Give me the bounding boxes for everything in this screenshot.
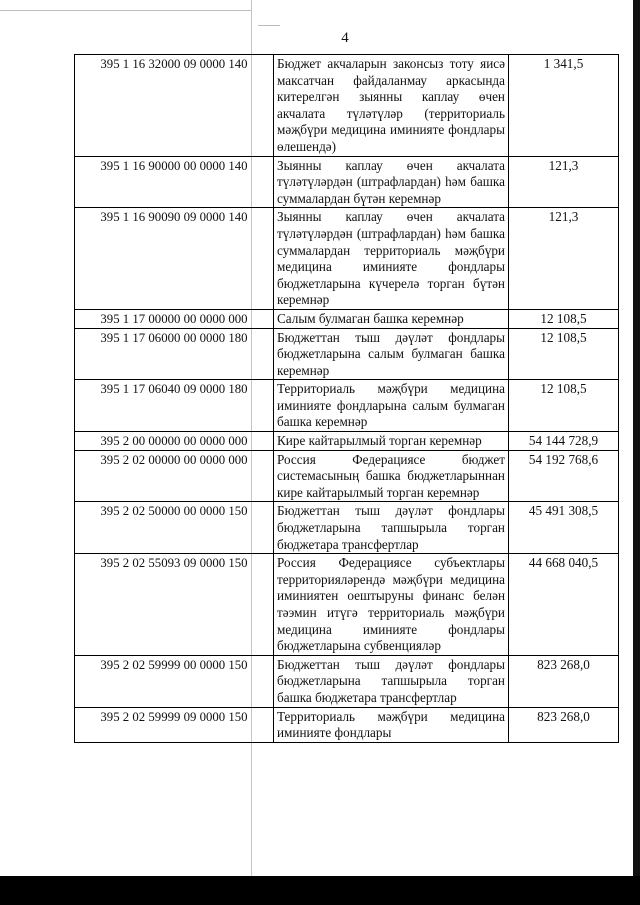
revenue-amount: 54 144 728,9 <box>509 432 619 451</box>
table-row <box>75 328 619 380</box>
revenue-code: 395 1 16 90090 09 0000 140 <box>75 208 274 310</box>
revenue-description: Россия Федерациясе бюджет системасының башка бюджетларыннан кире кайтарылмый торган керемнәр <box>274 450 509 502</box>
revenue-description: Бюджеттан тыш дәүләт фондлары бюджетларына салым булмаган башка керемнәр <box>274 328 509 380</box>
revenue-code: 395 2 02 55093 09 0000 150 <box>75 554 274 656</box>
revenue-code: 395 2 02 00000 00 0000 000 <box>75 450 274 502</box>
revenue-description: Территориаль мәҗбүри медицина иминияте фондларына салым булмаган башка керемнәр <box>274 380 509 432</box>
table-row <box>75 55 619 157</box>
revenue-description: Салым булмаган башка керемнәр <box>274 309 509 328</box>
table-row <box>75 502 619 554</box>
table-row <box>75 309 619 328</box>
revenue-code: 395 1 16 32000 09 0000 140 <box>75 55 274 157</box>
page-number: 4 <box>341 30 349 46</box>
revenue-description: Бюджеттан тыш дәүләт фондлары бюджетларына тапшырыла торган башка бюджетара трансфертлар <box>274 655 509 707</box>
revenue-description: Кире кайтарылмый торган керемнәр <box>274 432 509 451</box>
revenue-amount: 12 108,5 <box>509 380 619 432</box>
revenue-code: 395 2 00 00000 00 0000 000 <box>75 432 274 451</box>
revenue-code: 395 1 17 06000 00 0000 180 <box>75 328 274 380</box>
revenue-amount: 54 192 768,6 <box>509 450 619 502</box>
revenue-amount: 823 268,0 <box>509 707 619 742</box>
table-row <box>75 432 619 451</box>
revenue-description: Бюджет акчаларын законсыз тоту яисә максатчан файдаланмау аркасында китерелгән зыянны каплау өчен акчалата түләтүләр (территориаль мәҗбүри медицина иминияте фондлары өлешендә) <box>274 55 509 157</box>
revenue-amount: 121,3 <box>509 208 619 310</box>
revenue-code: 395 2 02 50000 00 0000 150 <box>75 502 274 554</box>
revenue-amount: 44 668 040,5 <box>509 554 619 656</box>
revenue-code: 395 1 17 00000 00 0000 000 <box>75 309 274 328</box>
revenue-amount: 45 491 308,5 <box>509 502 619 554</box>
scan-dark-edge-right <box>633 0 640 905</box>
budget-revenue-table <box>74 54 619 743</box>
revenue-amount: 121,3 <box>509 156 619 208</box>
revenue-code: 395 1 16 90000 00 0000 140 <box>75 156 274 208</box>
revenue-amount: 823 268,0 <box>509 655 619 707</box>
table-row <box>75 655 619 707</box>
revenue-amount: 12 108,5 <box>509 328 619 380</box>
revenue-description: Россия Федерациясе субъектлары территорияләрендә мәҗбүри медицина иминиятен оештыруны финанс белән тәэмин итүгә территориаль мәҗбүри медицина иминияте фондлары бюджетларына субвенцияләр <box>274 554 509 656</box>
table-row <box>75 707 619 742</box>
scan-artifact-top-line <box>0 10 252 11</box>
scan-artifact-mark <box>258 25 280 26</box>
table-row <box>75 156 619 208</box>
table-row <box>75 554 619 656</box>
scan-dark-edge-bottom <box>0 876 640 905</box>
table-row <box>75 380 619 432</box>
revenue-code: 395 2 02 59999 09 0000 150 <box>75 707 274 742</box>
revenue-code: 395 2 02 59999 00 0000 150 <box>75 655 274 707</box>
table-row <box>75 208 619 310</box>
revenue-amount: 12 108,5 <box>509 309 619 328</box>
revenue-code: 395 1 17 06040 09 0000 180 <box>75 380 274 432</box>
revenue-description: Зыянны каплау өчен акчалата түләтүләрдән (штрафлардан) һәм башка суммалардан бүтән керемнәр <box>274 156 509 208</box>
table-row <box>75 450 619 502</box>
revenue-description: Зыянны каплау өчен акчалата түләтүләрдән (штрафлардан) һәм башка суммалардан территориаль мәҗбүри медицина иминияте фондлары бюджетларына күчерелә торган бүтән керемнәр <box>274 208 509 310</box>
revenue-description: Территориаль мәҗбүри медицина иминияте фондлары <box>274 707 509 742</box>
revenue-description: Бюджеттан тыш дәүләт фондлары бюджетларына тапшырыла торган бюджетара трансфертлар <box>274 502 509 554</box>
revenue-amount: 1 341,5 <box>509 55 619 157</box>
